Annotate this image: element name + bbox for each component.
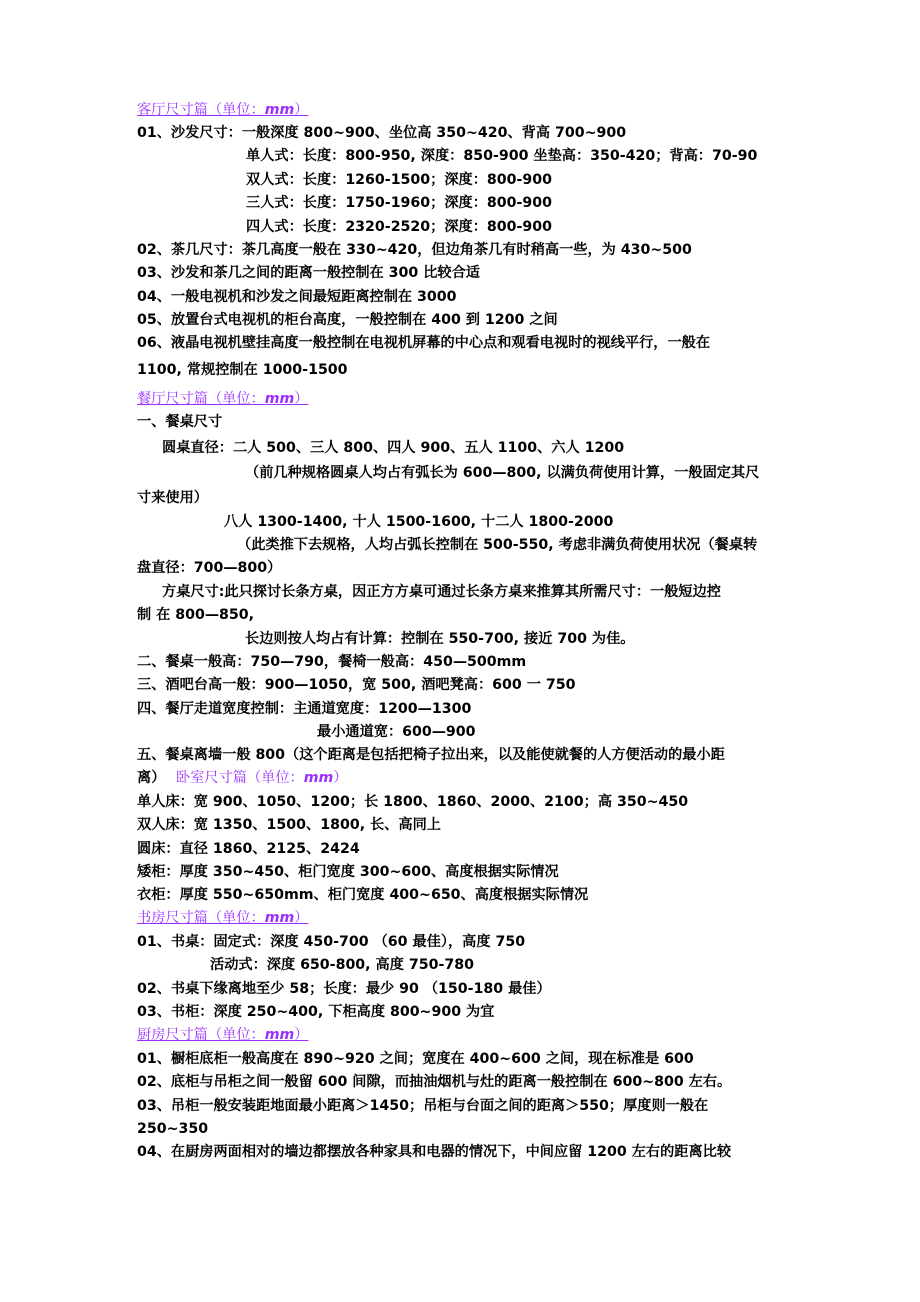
kitchen-line: 03、吊柜一般安装距地面最小距离＞1450；吊柜与台面之间的距离＞550；厚度则一般在 bbox=[137, 1098, 709, 1114]
living-line: 双人式：长度：1260-1500；深度：800-900 bbox=[246, 172, 553, 188]
dining-room-heading: 餐厅尺寸篇（单位：mm） bbox=[137, 391, 309, 407]
bedroom-line: 衣柜：厚度 550~650mm、柜门宽度 400~650、高度根据实际情况 bbox=[137, 887, 589, 903]
dining-line: 方桌尺寸:此只探讨长条方桌，因正方方桌可通过长条方桌来推算其所需尺寸：一般短边控 bbox=[162, 584, 721, 600]
bedroom-line: 双人床：宽 1350、1500、1800, 长、高同上 bbox=[137, 817, 441, 833]
living-line: 02、茶几尺寸：茶几高度一般在 330~420，但边角茶几有时稍高一些，为 430~500 bbox=[137, 242, 692, 258]
dining-line: 离） bbox=[137, 770, 166, 786]
kitchen-line: 01、橱柜底柜一般高度在 890~920 之间；宽度在 400~600 之间，现在标准是 600 bbox=[137, 1051, 694, 1067]
living-room-heading: 客厅尺寸篇（单位：mm） bbox=[137, 102, 309, 118]
living-line: 05、放置台式电视机的柜台高度，一般控制在 400 到 1200 之间 bbox=[137, 312, 558, 328]
dining-line: 八人 1300-1400, 十人 1500-1600, 十二人 1800-2000 bbox=[224, 514, 614, 530]
dining-line: 寸来使用） bbox=[137, 490, 208, 506]
dining-line: 一、餐桌尺寸 bbox=[137, 414, 223, 430]
kitchen-line: 02、底柜与吊柜之间一般留 600 间隙，而抽油烟机与灶的距离一般控制在 600~800 左右。 bbox=[137, 1074, 732, 1090]
living-line: 03、沙发和茶几之间的距离一般控制在 300 比较合适 bbox=[137, 265, 480, 281]
dining-line: 五、餐桌离墙一般 800（这个距离是包括把椅子拉出来，以及能使就餐的人方便活动的最小距 bbox=[137, 747, 725, 763]
dining-line: 圆桌直径：二人 500、三人 800、四人 900、五人 1100、六人 1200 bbox=[162, 440, 625, 456]
bedroom-heading: 卧室尺寸篇（单位：mm） bbox=[176, 770, 348, 786]
living-line: 三人式：长度：1750-1960；深度：800-900 bbox=[246, 195, 553, 211]
bedroom-line: 单人床：宽 900、1050、1200；长 1800、1860、2000、2100；高 350~450 bbox=[137, 794, 689, 810]
dining-line: 最小通道宽：600—900 bbox=[317, 724, 476, 740]
living-line: 01、沙发尺寸：一般深度 800~900、坐位高 350~420、背高 700~900 bbox=[137, 125, 627, 141]
living-line: 四人式：长度：2320-2520；深度：800-900 bbox=[246, 219, 553, 235]
living-line: 1100, 常规控制在 1000-1500 bbox=[137, 362, 348, 378]
dining-line: 盘直径：700—800） bbox=[137, 560, 282, 576]
kitchen-heading: 厨房尺寸篇（单位：mm） bbox=[137, 1027, 309, 1043]
kitchen-line: 04、在厨房两面相对的墙边都摆放各种家具和电器的情况下，中间应留 1200 左右的距离比较 bbox=[137, 1144, 732, 1160]
living-line: 单人式：长度：800-950, 深度：850-900 坐垫高：350-420；背高：70-90 bbox=[246, 148, 758, 164]
study-line: 03、书柜：深度 250~400, 下柜高度 800~900 为宜 bbox=[137, 1004, 495, 1020]
living-line: 04、一般电视机和沙发之间最短距离控制在 3000 bbox=[137, 289, 457, 305]
dining-line: 三、酒吧台高一般：900—1050，宽 500, 酒吧凳高：600 一 750 bbox=[137, 677, 576, 693]
dining-line: 长边则按人均占有计算：控制在 550-700, 接近 700 为佳。 bbox=[245, 631, 635, 647]
bedroom-line: 矮柜：厚度 350~450、柜门宽度 300~600、高度根据实际情况 bbox=[137, 864, 559, 880]
kitchen-line: 250~350 bbox=[137, 1121, 209, 1137]
study-line: 01、书桌：固定式：深度 450-700 （60 最佳），高度 750 bbox=[137, 934, 526, 950]
bedroom-line: 圆床：直径 1860、2125、2424 bbox=[137, 841, 360, 857]
living-line: 06、液晶电视机壁挂高度一般控制在电视机屏幕的中心点和观看电视时的视线平行，一般在 bbox=[137, 335, 711, 351]
dining-line: （前几种规格圆桌人均占有弧长为 600—800, 以满负荷使用计算，一般固定其尺 bbox=[245, 465, 760, 481]
study-line: 02、书桌下缘离地至少 58；长度：最少 90 （150-180 最佳） bbox=[137, 981, 551, 997]
study-line: 活动式：深度 650-800, 高度 750-780 bbox=[210, 957, 474, 973]
dining-line: 制 在 800—850, bbox=[137, 607, 255, 623]
dining-line: 二、餐桌一般高：750—790，餐椅一般高：450—500mm bbox=[137, 654, 527, 670]
study-heading: 书房尺寸篇（单位：mm） bbox=[137, 910, 309, 926]
dining-line: （此类推下去规格，人均占弧长控制在 500-550, 考虑非满负荷使用状况（餐桌转 bbox=[237, 537, 758, 553]
dining-line: 四、餐厅走道宽度控制：主通道宽度：1200—1300 bbox=[137, 701, 472, 717]
